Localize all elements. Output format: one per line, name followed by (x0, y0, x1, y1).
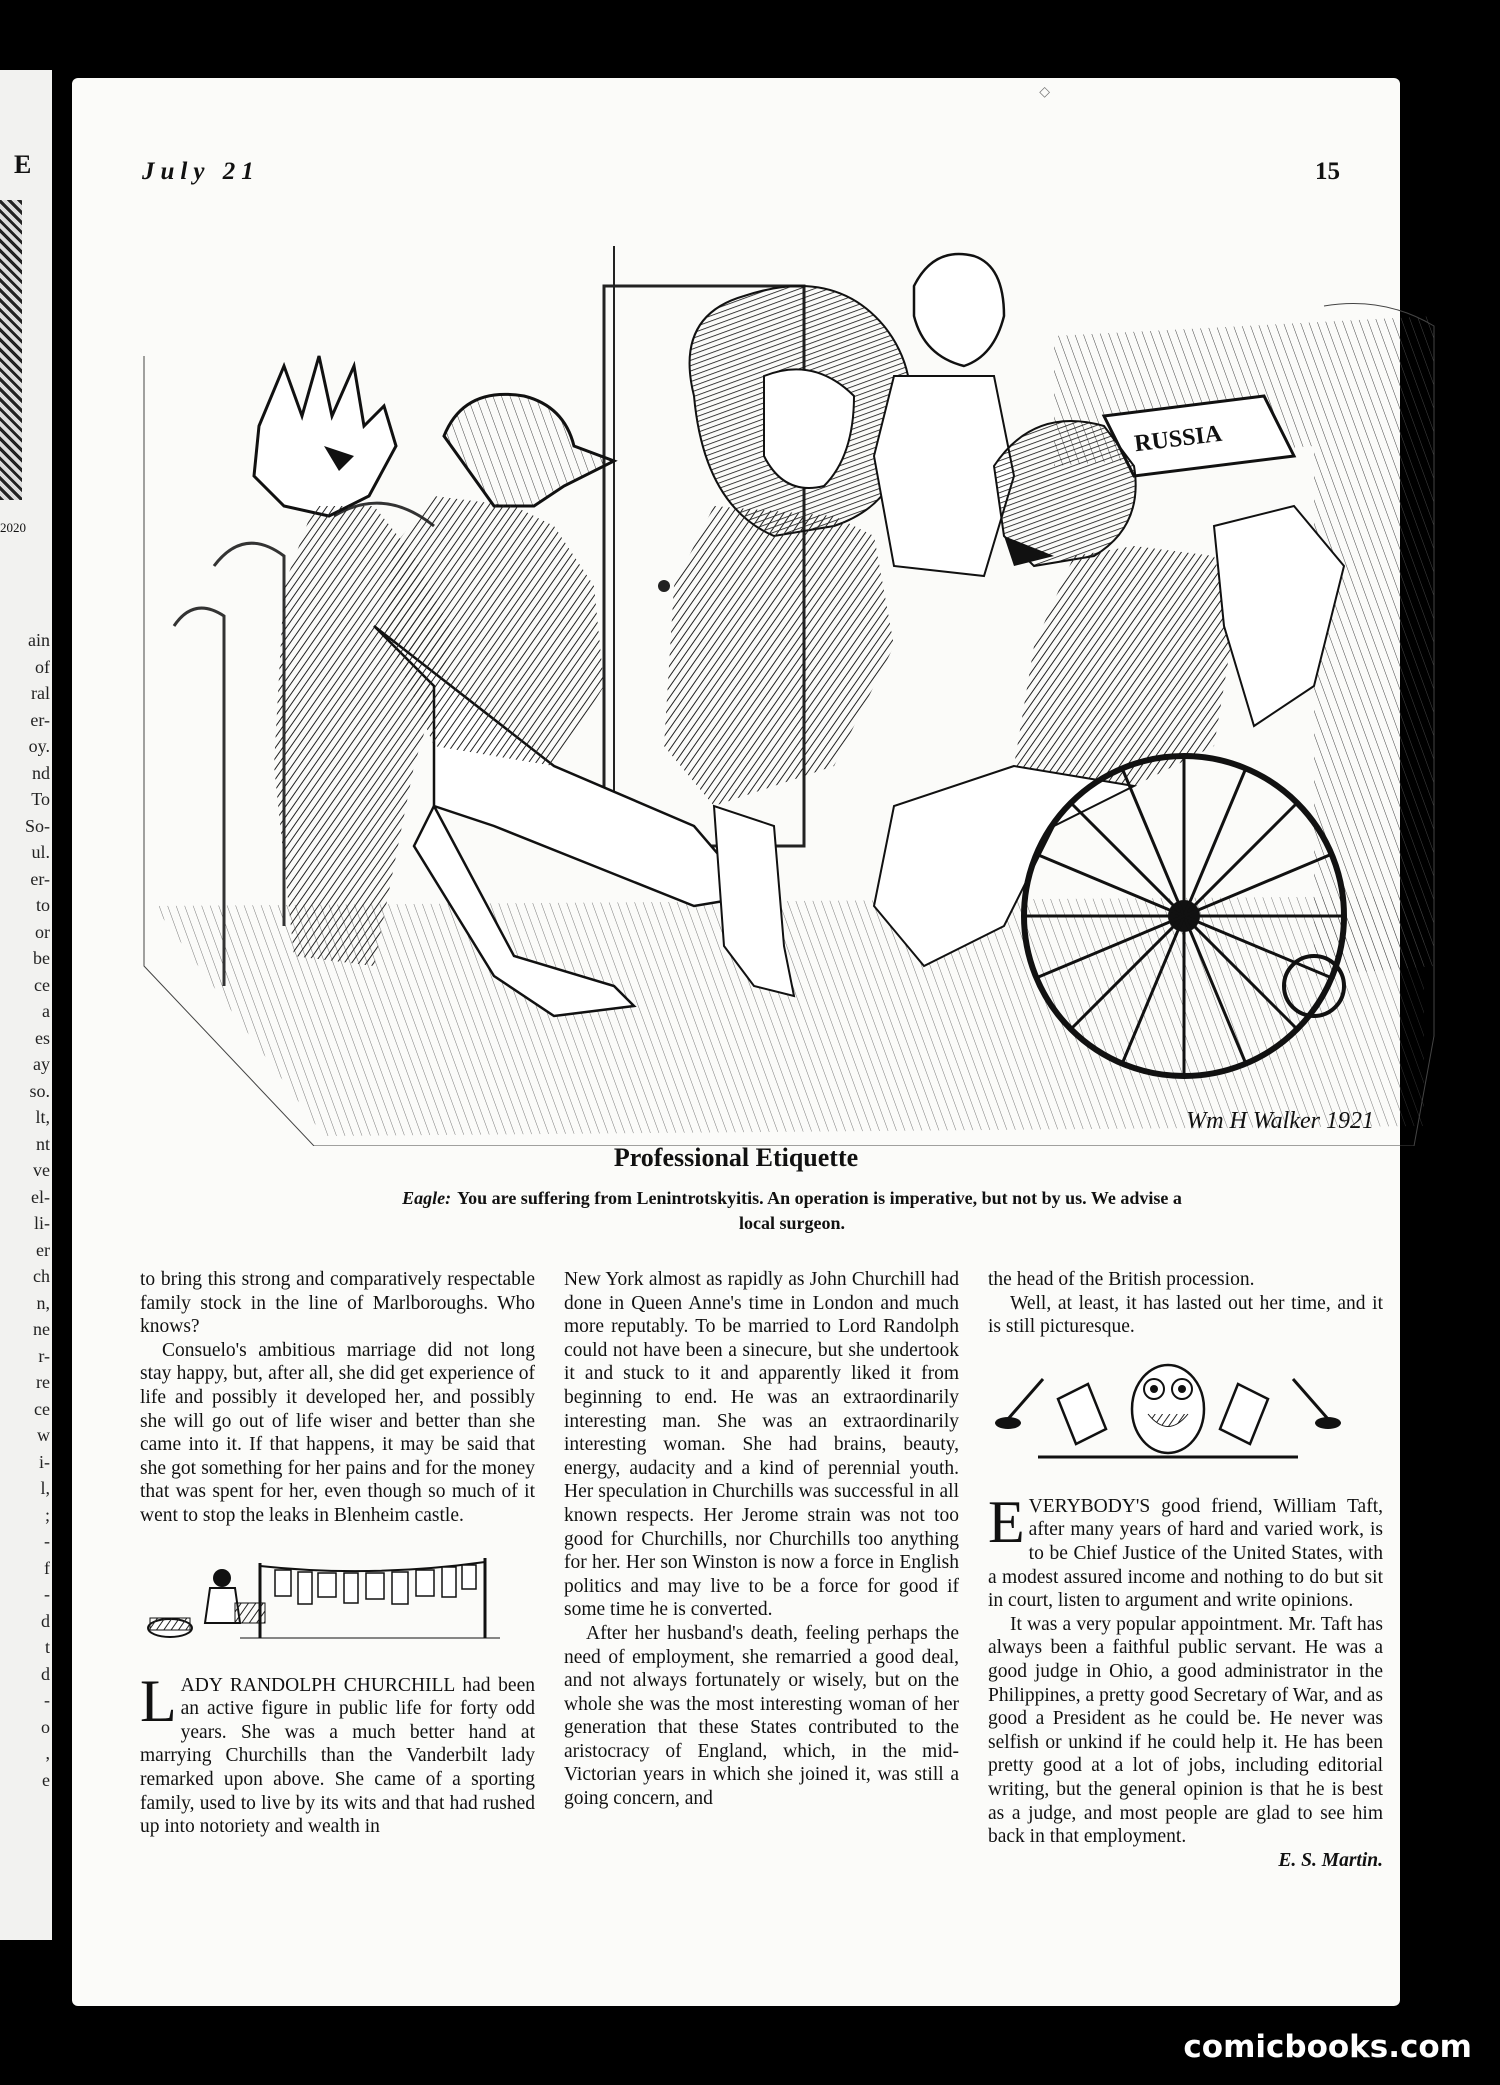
paragraph: to bring this strong and comparatively respectable family stock in the line of Marlboroughs. Who knows? (140, 1269, 535, 1338)
adjacent-page-fragment: nt (35, 1133, 50, 1154)
adjacent-page-fragment: oy. (28, 736, 50, 756)
adjacent-page-fragment: re (36, 1372, 50, 1392)
adjacent-page-fragment: ce (34, 1398, 50, 1419)
adjacent-page-fragment: So- (24, 815, 50, 836)
owl-books-ornament (988, 1359, 1348, 1469)
adjacent-page-fragment: es (35, 1027, 50, 1048)
paragraph: Consuelo's ambitious marriage did not long stay happy, but, after all, she did get experience of life and possibly it developed her, and possibly she will go out of life wiser and better than she came into it. If that happens, it may be said that she got something for her pains and for the money that was spent for her, even though so much of it went to stop the leaks in Blenheim castle. (140, 1339, 535, 1526)
adjacent-page-fragment: ral (31, 683, 50, 703)
paragraph: the head of the British procession. (988, 1269, 1255, 1290)
adjacent-page-fragment: r- (38, 1345, 50, 1366)
adjacent-page-fragment: o (41, 1716, 50, 1737)
adjacent-page-fragment: i- (39, 1451, 50, 1472)
running-head (142, 158, 1340, 194)
artist-signature: Wm H Walker 1921 (1186, 1108, 1374, 1134)
adjacent-page-fragment: - (44, 1531, 50, 1551)
article-column-3 (988, 1268, 1383, 1872)
adjacent-page-fragment: To (31, 789, 50, 809)
adjacent-page-fragment: er- (30, 868, 50, 889)
adjacent-page-letter: E (14, 150, 32, 179)
cartoon-caption (392, 1186, 1192, 1236)
adjacent-page-fragment: ne (33, 1319, 50, 1339)
adjacent-page-year: 2020 (0, 520, 26, 535)
adjacent-page-fragment: of (35, 656, 50, 677)
adjacent-page-fragment: so. (29, 1080, 50, 1101)
adjacent-page-fragment: ain (28, 630, 50, 650)
adjacent-page-fragment: er- (30, 709, 50, 730)
cartoon-title: Professional Etiquette (613, 1143, 859, 1172)
adjacent-page-fragment: li- (34, 1213, 50, 1233)
adjacent-page-fragment: , (45, 1743, 50, 1763)
adjacent-page-fragment: nd (32, 762, 50, 783)
adjacent-page-illustration (0, 200, 22, 500)
adjacent-page-fragment: ay (33, 1054, 50, 1074)
paragraph: New York almost as rapidly as John Churchill had done in Queen Anne's time in London and much more reputably. To be married to Lord Randolph could not have been a sinecure, but she undertook it and stuck to it and apparently liked it from beginning to end. He was an extraordinarily interesting man. She was an extraordinarily interesting woman. She had brains, beauty, energy, audacity and a kind of perennial youth. Her speculation in Churchills was successful in all known respects. Her Jerome strain was not too good for Churchills, nor Churchills too anything for her. Her son Winston is now a force in English politics and may live to be a force for good if some time he is converted. (564, 1269, 959, 1621)
magazine-page (72, 78, 1400, 2006)
editorial-cartoon (134, 206, 1454, 1146)
article-column-2 (564, 1268, 959, 1811)
paragraph-text: VERYBODY'S good friend, William Taft, after many years of hard and varied work, is to be Chief Justice of the United States, with a modest assured income and nothing to do but sit in court, listen to argument and write opinions. (988, 1495, 1383, 1612)
author-signature: E. S. Martin. (1278, 1849, 1383, 1871)
adjacent-page-fragment: lt, (35, 1107, 50, 1127)
caption-speaker: Eagle: (402, 1188, 452, 1208)
adjacent-page-fragment: ch (33, 1266, 50, 1286)
adjacent-page-fragment: t (44, 1637, 50, 1657)
adjacent-page-fragment: d (41, 1610, 50, 1631)
adjacent-page-fragment: be (33, 948, 50, 968)
adjacent-page-fragment: or (35, 921, 50, 942)
adjacent-page-fragment: d (41, 1663, 50, 1684)
article-column-1 (140, 1268, 535, 1839)
adjacent-page-fragment: w (37, 1425, 50, 1445)
issue-date: July 21 (142, 158, 260, 185)
paragraph-with-dropcap (988, 1488, 1383, 1613)
adjacent-page-fragment: el- (31, 1186, 50, 1207)
adjacent-page-fragment: - (44, 1584, 50, 1604)
adjacent-page-edge (0, 70, 52, 1940)
caption-dialogue: You are suffering from Lenintrotskyitis. An operation is imperative, but not by us. We advise a local surgeon. (457, 1188, 1182, 1233)
scan-mark: ◇ (1039, 84, 1050, 100)
adjacent-page-fragment: ce (34, 974, 50, 995)
adjacent-page-fragment: n, (36, 1292, 50, 1313)
laundry-line-ornament (140, 1548, 500, 1648)
page-number: 15 (1315, 158, 1340, 185)
paragraph-text: ADY RANDOLPH CHURCHILL had been an active figure in public life for forty odd years. She was a much better hand at marrying Churchills than the Vanderbilt lady remarked upon above. She came of a sporting family, used to live by its wits and that had rushed up into notoriety and wealth in (140, 1674, 535, 1838)
paragraph-with-dropcap (140, 1667, 535, 1839)
adjacent-page-fragment: er (36, 1239, 50, 1260)
adjacent-page-fragment: ; (44, 1504, 50, 1525)
adjacent-page-fragment: ve (33, 1160, 50, 1180)
adjacent-page-fragment: a (42, 1001, 50, 1021)
source-watermark: comicbooks.com (1183, 2029, 1472, 2065)
adjacent-page-fragment: f (44, 1557, 50, 1578)
adjacent-page-fragment: ul. (31, 842, 50, 862)
dropcap-l: L (140, 1667, 177, 1734)
adjacent-page-fragment: e (42, 1769, 50, 1790)
adjacent-page-fragment: - (44, 1690, 50, 1710)
paragraph: Well, at least, it has lasted out her time, and it is still picturesque. (988, 1292, 1383, 1338)
adjacent-page-fragment: to (35, 895, 50, 915)
paragraph: After her husband's death, feeling perhaps the need of employment, she remarried a good deal, and not always fortunately or wisely, but on the whole she was the most interesting woman of her generation that these States contributed to the aristocracy of England, which, in the mid-Victorian years in which she joined it, was still a going concern, and (564, 1622, 959, 1810)
russia-sign-text: RUSSIA (1132, 420, 1224, 458)
paragraph: It was a very popular appointment. Mr. Taft has always been a faithful public servant. He was a good judge in Ohio, a good administrator in the Philippines, a pretty good Secretary of War, and as good a President as he could be. He never was selfish or unkind if he could help it. He has been pretty good at a lot of jobs, including editorial writing, but the general opinion is that he is best as a judge, and most people are glad to see him back in that employment. (988, 1613, 1383, 1848)
dropcap-e: E (988, 1488, 1025, 1555)
adjacent-page-fragment: l, (40, 1478, 50, 1498)
